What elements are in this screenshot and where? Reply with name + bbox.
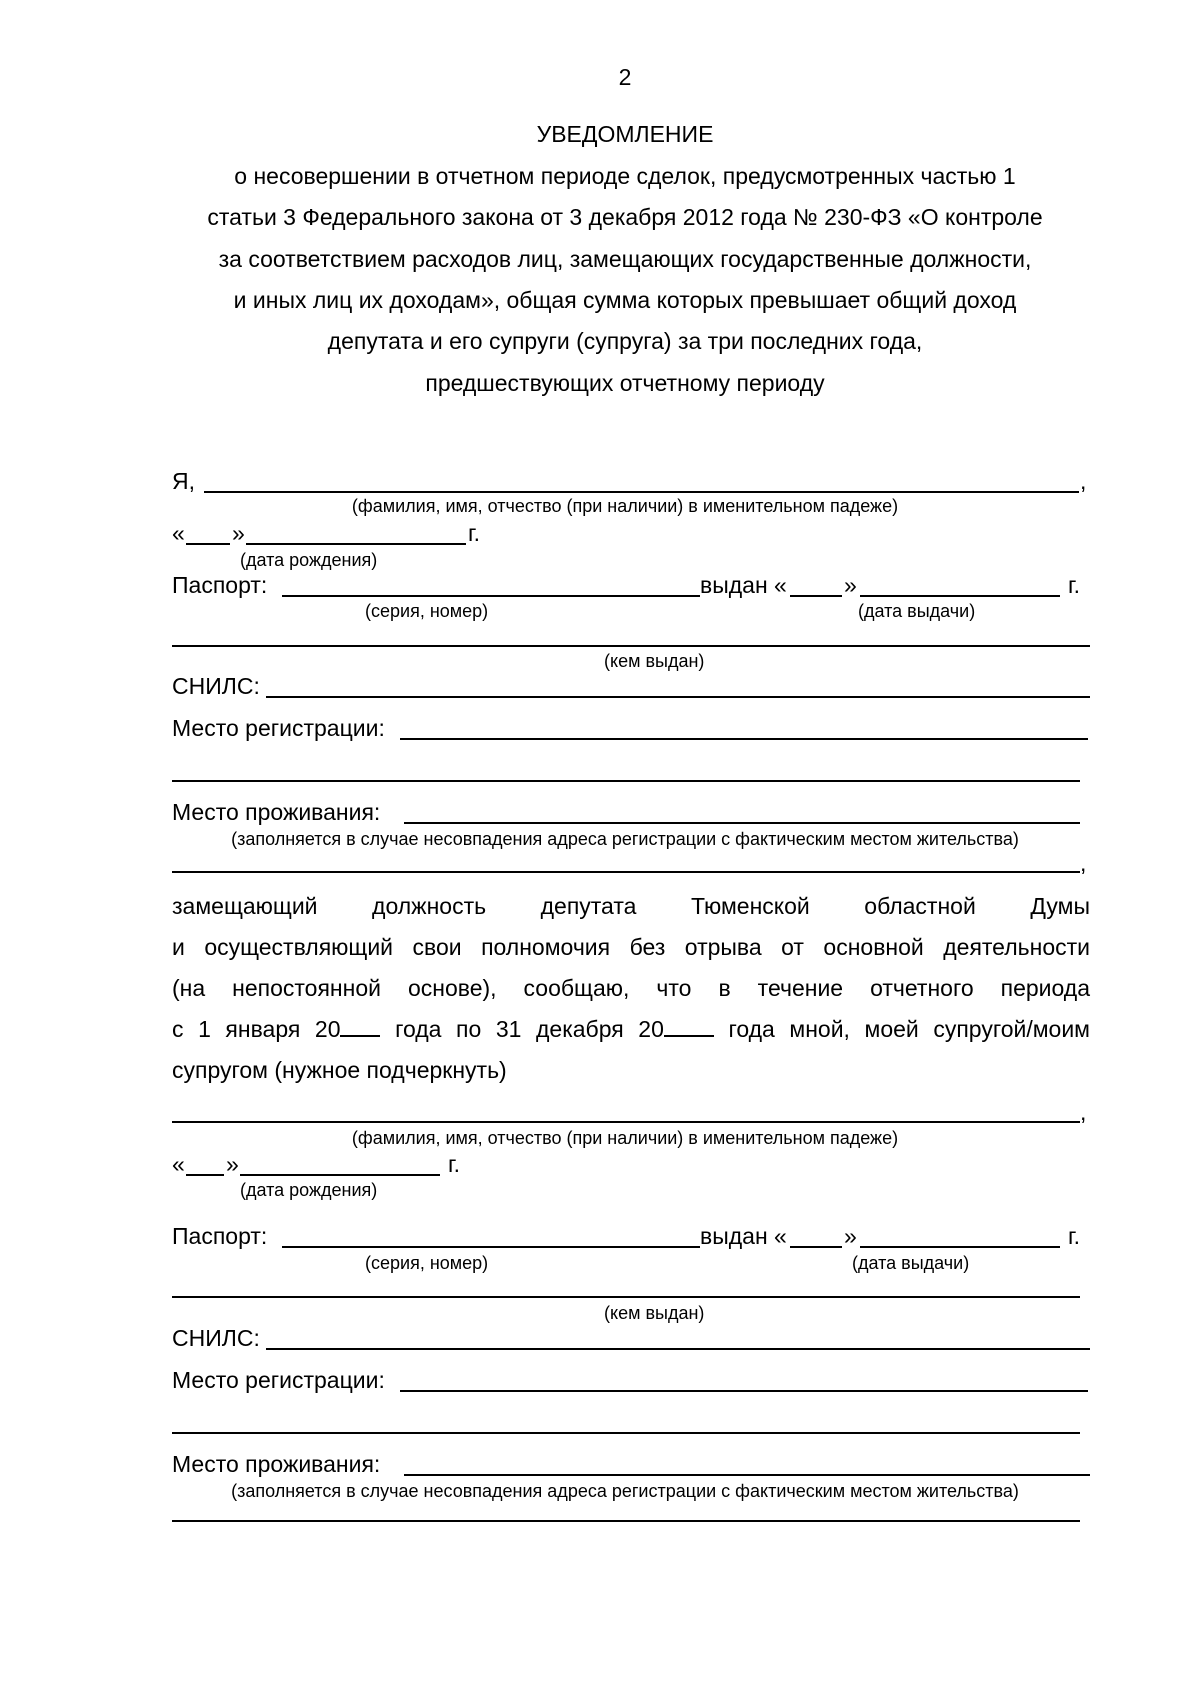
spouse-residence-field[interactable] [404, 1474, 1090, 1476]
spouse-fio-field[interactable] [172, 1121, 1080, 1123]
period-start-text: с 1 января 20 [172, 1016, 341, 1042]
issue-day-field[interactable] [790, 595, 842, 597]
issued-by-hint: (кем выдан) [604, 1303, 705, 1323]
quote-close: » [844, 1223, 857, 1249]
subtitle-line: предшествующих отчетному периоду [425, 370, 825, 396]
fio-hint: (фамилия, имя, отчество (при наличии) в именительном падеже) [351, 496, 899, 516]
paragraph-line: (на непостоянной основе), сообщаю, что в течение отчетного периода [172, 975, 1090, 1001]
residence-label: Место проживания: [172, 799, 381, 825]
residence-hint: (заполняется в случае несовпадения адреса регистрации с фактическим местом жительства) [231, 1481, 1019, 1501]
residence-field[interactable] [404, 822, 1080, 824]
snils-field[interactable] [266, 696, 1090, 698]
spouse-issued-by-field[interactable] [172, 1296, 1080, 1298]
year-suffix: г. [448, 1151, 460, 1177]
year-suffix: г. [1068, 572, 1080, 598]
end-year-field[interactable] [664, 1013, 714, 1037]
document-title: УВЕДОМЛЕНИЕ [536, 121, 714, 147]
issued-by-hint: (кем выдан) [604, 651, 705, 671]
residence-hint: (заполняется в случае несовпадения адреса регистрации с фактическим местом жительства) [231, 829, 1019, 849]
registration-label: Место регистрации: [172, 715, 385, 741]
spouse-issue-day-field[interactable] [790, 1246, 842, 1248]
spouse-residence-field-line2[interactable] [172, 1520, 1080, 1522]
subtitle-line: и иных лиц их доходам», общая сумма которых превышает общий доход [233, 287, 1017, 313]
fio-hint: (фамилия, имя, отчество (при наличии) в именительном падеже) [351, 1128, 899, 1148]
subtitle-line: за соответствием расходов лиц, замещающих государственные должности, [218, 246, 1032, 272]
spouse-issue-month-year-field[interactable] [860, 1246, 1060, 1248]
spouse-birth-day-field[interactable] [186, 1174, 224, 1176]
quote-close: » [226, 1151, 239, 1177]
registration-label: Место регистрации: [172, 1367, 385, 1393]
registration-field[interactable] [400, 738, 1088, 740]
quote-close: » [232, 520, 245, 546]
issue-month-year-field[interactable] [860, 595, 1060, 597]
residence-field-line2[interactable] [172, 871, 1080, 873]
paragraph-line: замещающий должность депутата Тюменской областной Думы [172, 893, 1090, 919]
paragraph-line: супругом (нужное подчеркнуть) [172, 1057, 507, 1083]
issued-label: выдан « [700, 1223, 787, 1249]
residence-label: Место проживания: [172, 1451, 381, 1477]
spouse-passport-number-field[interactable] [282, 1246, 700, 1248]
snils-label: СНИЛС: [172, 1325, 260, 1351]
subtitle-line: статьи 3 Федерального закона от 3 декабря 2012 года № 230-ФЗ «О контроле [207, 204, 1043, 230]
issued-by-field[interactable] [172, 645, 1090, 647]
issue-date-hint: (дата выдачи) [858, 601, 976, 621]
passport-label: Паспорт: [172, 1223, 268, 1249]
period-end-text: года мной, моей супругой/моим [728, 1016, 1090, 1042]
subtitle-line: о несовершении в отчетном периоде сделок, предусмотренных частью 1 [234, 163, 1016, 189]
snils-label: СНИЛС: [172, 673, 260, 699]
registration-field-line2[interactable] [172, 780, 1080, 782]
issued-label: выдан « [700, 572, 787, 598]
spouse-registration-field-line2[interactable] [172, 1432, 1080, 1434]
year-suffix: г. [468, 520, 480, 546]
passport-number-field[interactable] [282, 595, 700, 597]
paragraph-line: и осуществляющий свои полномочия без отрыва от основной деятельности [172, 934, 1090, 960]
quote-open: « [172, 520, 185, 546]
spouse-birth-month-year-field[interactable] [240, 1174, 440, 1176]
subtitle-line: депутата и его супруги (супруга) за три последних года, [327, 328, 923, 354]
comma-label: , [1080, 1099, 1087, 1125]
passport-label: Паспорт: [172, 572, 268, 598]
page-number: 2 [618, 64, 632, 90]
spouse-snils-field[interactable] [266, 1348, 1090, 1350]
period-mid-text: года по 31 декабря 20 [395, 1016, 664, 1042]
comma-label: , [1080, 468, 1087, 494]
quote-close: » [844, 572, 857, 598]
series-number-hint: (серия, номер) [365, 1253, 489, 1273]
statement-paragraph [172, 886, 1090, 1091]
birth-date-hint: (дата рождения) [240, 550, 378, 570]
comma-label: , [1080, 850, 1087, 876]
ya-label: Я, [172, 468, 195, 494]
birth-date-hint: (дата рождения) [240, 1180, 378, 1200]
spouse-registration-field[interactable] [400, 1390, 1088, 1392]
issue-date-hint: (дата выдачи) [852, 1253, 970, 1273]
birth-day-field[interactable] [186, 543, 230, 545]
birth-month-year-field[interactable] [246, 543, 466, 545]
series-number-hint: (серия, номер) [365, 601, 489, 621]
year-suffix: г. [1068, 1223, 1080, 1249]
fio-field[interactable] [204, 491, 1079, 493]
start-year-field[interactable] [340, 1013, 380, 1037]
paragraph-line-period [172, 1009, 1090, 1050]
quote-open: « [172, 1151, 185, 1177]
